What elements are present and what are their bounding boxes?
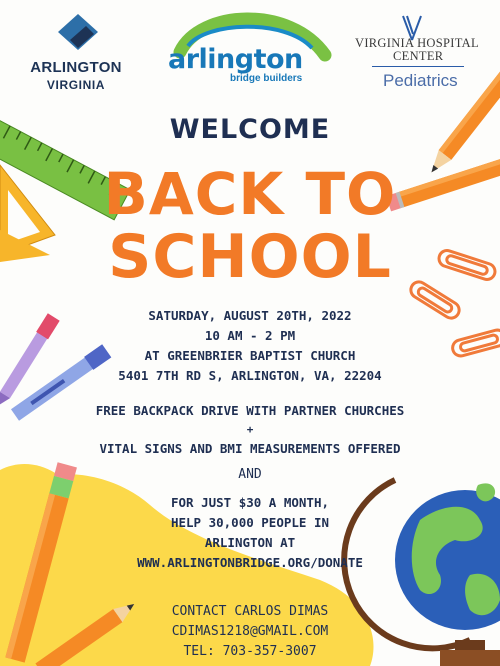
event-time: 10 AM - 2 PM bbox=[204, 328, 296, 343]
welcome-heading: WELCOME bbox=[169, 114, 331, 145]
feature-backpack-drive: FREE BACKPACK DRIVE WITH PARTNER CHURCHES bbox=[95, 403, 405, 418]
feature-plus: + bbox=[246, 423, 254, 436]
contact-email: CDIMAS1218@GMAIL.COM bbox=[171, 624, 329, 639]
donate-line3: ARLINGTON AT bbox=[204, 535, 296, 550]
hospital-logo-line2: CENTER bbox=[393, 49, 444, 63]
donate-line1: FOR JUST $30 A MONTH, bbox=[170, 495, 330, 510]
event-address: 5401 7TH RD S, ARLINGTON, VA, 22204 bbox=[118, 368, 382, 383]
feature-vital-signs: VITAL SIGNS AND BMI MEASUREMENTS OFFERED bbox=[99, 441, 401, 456]
bridge-builders-logo-name: arlington bbox=[168, 44, 303, 75]
arlington-logo-line1: ARLINGTON bbox=[30, 59, 122, 76]
donate-line2: HELP 30,000 PEOPLE IN bbox=[170, 515, 330, 530]
headline-line2: SCHOOL bbox=[108, 222, 392, 292]
contact-name: CONTACT CARLOS DIMAS bbox=[171, 604, 329, 619]
hospital-logo-divider bbox=[372, 66, 464, 67]
bridge-builders-logo-tagline: bridge builders bbox=[230, 73, 303, 84]
headline-line1: BACK TO bbox=[103, 160, 397, 228]
donate-url: WWW.ARLINGTONBRIDGE.ORG/DONATE bbox=[137, 555, 363, 570]
paperclip-icon bbox=[408, 248, 500, 357]
arlington-virginia-logo-icon bbox=[58, 14, 98, 50]
hospital-logo-line3: Pediatrics bbox=[383, 71, 458, 90]
arlington-logo-line2: VIRGINIA bbox=[46, 78, 106, 92]
hospital-logo-line1: VIRGINIA HOSPITAL bbox=[355, 36, 479, 50]
event-date: SATURDAY, AUGUST 20TH, 2022 bbox=[148, 308, 352, 323]
contact-phone: TEL: 703-357-3007 bbox=[183, 644, 317, 659]
and-separator: AND bbox=[238, 467, 262, 482]
event-location: AT GREENBRIER BAPTIST CHURCH bbox=[144, 348, 356, 363]
